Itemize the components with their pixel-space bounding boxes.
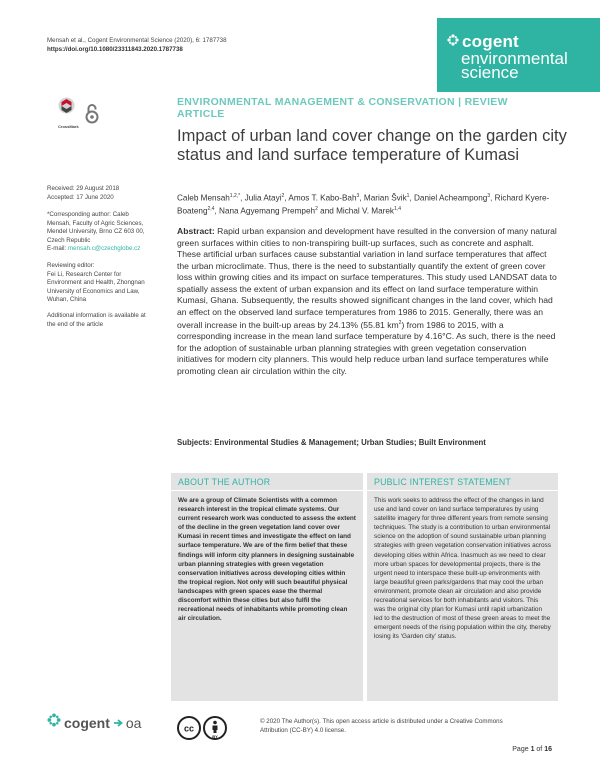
abstract-label: Abstract: (177, 226, 215, 236)
footer-logo-name: cogent (64, 714, 110, 731)
attribution-icon (203, 716, 227, 740)
abstract-text-1: Rapid urban expansion and development have resulted in the conversion of many natural green surfaces within cities to non-transpiring built-up surfaces, such as concrete and asphalt. These artificial urban surfaces cause substantial variation in land surface temperatures that affect the urban microclimate. Thus, there is the need to substantially quantify the extent of green cover loss within growing cities and its impact on surface temperatures. This study used LANDSAT data to spatially assess the extent of urban expansion and its effect on land surface temperature within Kumasi, Ghana. Subsequently, the results showed significant changes in the land cover, which had an effect on the observed land surface temperatures from 1986 to 2015. Generally, there was an overall increase in the built-up areas by 24.13% (55.81 km (177, 226, 557, 330)
public-heading: PUBLIC INTEREST STATEMENT (367, 473, 558, 491)
additional-line-2: the end of the article (47, 320, 104, 328)
by-text: BY (212, 734, 218, 740)
author-name[interactable]: Caleb Mensah (177, 193, 230, 203)
author-name[interactable]: Nana Agyemang Prempeh (219, 206, 316, 216)
cc-text: cc (183, 723, 195, 734)
email-line (47, 245, 165, 254)
cogent-flower-icon (447, 33, 459, 51)
article-title: Impact of urban land cover change on the garden city status and land surface temperature of Kumasi (177, 127, 567, 164)
received-date: Received: 29 August 2018 (47, 185, 120, 192)
license-statement (260, 717, 560, 735)
author-name[interactable]: Amos T. Kabo-Bah (288, 193, 357, 203)
author-separator: and (317, 206, 337, 216)
crossmark-logo[interactable] (58, 97, 79, 129)
cogent-flower-icon (47, 713, 61, 732)
dates (47, 185, 165, 202)
page-sep: of (534, 746, 545, 753)
corresponding-line-4: Czech Republic (47, 236, 91, 244)
author-name[interactable]: Daniel Acheampong (414, 193, 488, 203)
about-text: We are a group of Climate Scientists with a common research interest in the tropical climate systems. Our current research work was conducted to assess the extent of the decline in the green vegetation land cover over Kumasi in recent times and investigate the effect on land surface temperature. We are of the firm belief that these findings will inform city planners in designing sustainable urban planning strategies with green vegetation conservation initiatives across developing cities within the tropical region. Not only will such beautiful physical landscapes with green spaces ease the thermal discomfort within these cities but also fulfil the recreational needs of inhabitants while promoting clean air circulation. (178, 497, 356, 623)
email-label: E-mail: (47, 245, 68, 253)
article-section (177, 97, 547, 120)
author-list (177, 191, 567, 217)
author-separator: , (409, 193, 415, 203)
accepted-date: Accepted: 17 June 2020 (47, 193, 114, 201)
author-affiliation: 1,4 (394, 206, 401, 213)
page-number (512, 746, 552, 753)
cogent-oa-logo (47, 713, 141, 732)
cc-by-license-badge[interactable] (177, 716, 227, 740)
author-name[interactable]: Richard Kyere-Boateng (177, 193, 550, 216)
subjects: Subjects: Environmental Studies & Management; Urban Studies; Built Environment (177, 438, 486, 447)
reviewing-line-3: Environment and Health, Zhongnan (47, 279, 145, 287)
author-affiliation: 2,4 (207, 206, 215, 213)
author-affiliation: 2 (315, 206, 318, 213)
section-line-2: ARTICLE (177, 107, 225, 120)
author-affiliation: 3 (356, 193, 360, 199)
author-separator: , (359, 193, 364, 203)
reviewing-editor (47, 262, 165, 305)
public-interest-box (367, 473, 558, 701)
corresponding-author (47, 211, 165, 254)
article-logos (58, 97, 99, 129)
brand-name: cogent (462, 32, 519, 51)
reviewing-line-1: Reviewing editor: (47, 262, 95, 269)
arrow-icon (113, 719, 123, 727)
abstract-sup: 2 (398, 320, 402, 326)
abstract-text-2: ) from 1986 to 2015, with a corresponding increase in the mean land surface temperature by 4.16°C. As such, there is the need for the adoption of sustainable urban planning strategies with green vegetation conservation initiatives for modern city planners. This would help reduce urban land surface temperatures while promoting clean air circulation within the city. (177, 319, 556, 376)
corresponding-line-2: Mensah, Faculty of Agric Sciences, (47, 219, 144, 227)
crossmark-icon (58, 97, 75, 118)
author-name[interactable]: Marian Švik (363, 193, 407, 203)
page-total: 16 (544, 746, 552, 753)
author-separator: , (214, 206, 220, 216)
additional-info (47, 312, 165, 329)
page-prefix: Page (512, 746, 531, 753)
page-current: 1 (530, 746, 535, 753)
journal-brand (437, 18, 600, 92)
brand-sub-2: science (461, 63, 519, 82)
citation (47, 36, 227, 54)
author-separator: , (490, 193, 495, 203)
crossmark-label: CrossMark (58, 124, 79, 129)
author-affiliation: 1,2,* (229, 193, 241, 199)
author-affiliation: 1 (406, 193, 410, 199)
reviewing-line-2: Fei Li, Research Center for (47, 270, 122, 278)
corresponding-line-3: Mendel University, Brno CZ 603 00, (47, 228, 145, 236)
reviewing-line-5: Wuhan, China (47, 296, 87, 304)
reviewing-line-4: University of Economics and Law, (47, 287, 140, 295)
abstract (177, 226, 557, 377)
cc-icon (177, 716, 201, 740)
section-line-1: ENVIRONMENTAL MANAGEMENT & CONSERVATION | REVIEW (177, 96, 508, 108)
public-text: This work seeks to address the effect of the changes in land use and land cover on land surface temperatures by using satellite imagery for three different years from remote sensing techniques. The study is a contribution to urban environmental science on the adoption of sound sustainable urban planning strategies with green vegetation conservation initiatives across developing cities within Africa. Inasmuch as we need to clear more urban spaces for developmental projects, there is the urgent need to interspace these built-up environments with large beautiful green parks/gardens that may cool the urban environment, promote clean air circulation and also provide recreational services for both inhabitants and visitors. This was the original city plan for Kumasi until rapid urbanization led to the destruction of most of these green areas to meet the emergent needs of the rising population within the city, thereby losing its ‘Garden city’ status. (374, 497, 551, 641)
corresponding-line-1: *Corresponding author: Caleb (47, 211, 129, 218)
license-line-2: Attribution (CC-BY) 4.0 license. (260, 727, 346, 734)
open-access-icon (85, 103, 99, 124)
brand-sub-1: environmental (461, 49, 568, 68)
license-line-1: © 2020 The Author(s). This open access article is distributed under a Creative Commons (260, 718, 503, 725)
author-name[interactable]: Julia Atayi (244, 193, 282, 203)
doi-link[interactable]: https://doi.org/10.1080/23311843.2020.1787738 (47, 46, 183, 53)
author-affiliation: 3 (487, 193, 491, 199)
about-the-author-box (171, 473, 363, 701)
additional-line-1: Additional information is available at (47, 312, 146, 319)
author-separator: , (240, 193, 245, 203)
author-affiliation: 2 (281, 193, 285, 199)
citation-text: Mensah et al., Cogent Environmental Science (2020), 6: 1787738 (47, 37, 227, 44)
author-name[interactable]: Michal V. Marek (336, 206, 395, 216)
footer-logo-oa: oa (125, 714, 142, 731)
about-heading: ABOUT THE AUTHOR (171, 473, 363, 491)
email-link[interactable]: mensah.c@czechglobe.cz (67, 245, 141, 253)
author-separator: , (284, 193, 289, 203)
